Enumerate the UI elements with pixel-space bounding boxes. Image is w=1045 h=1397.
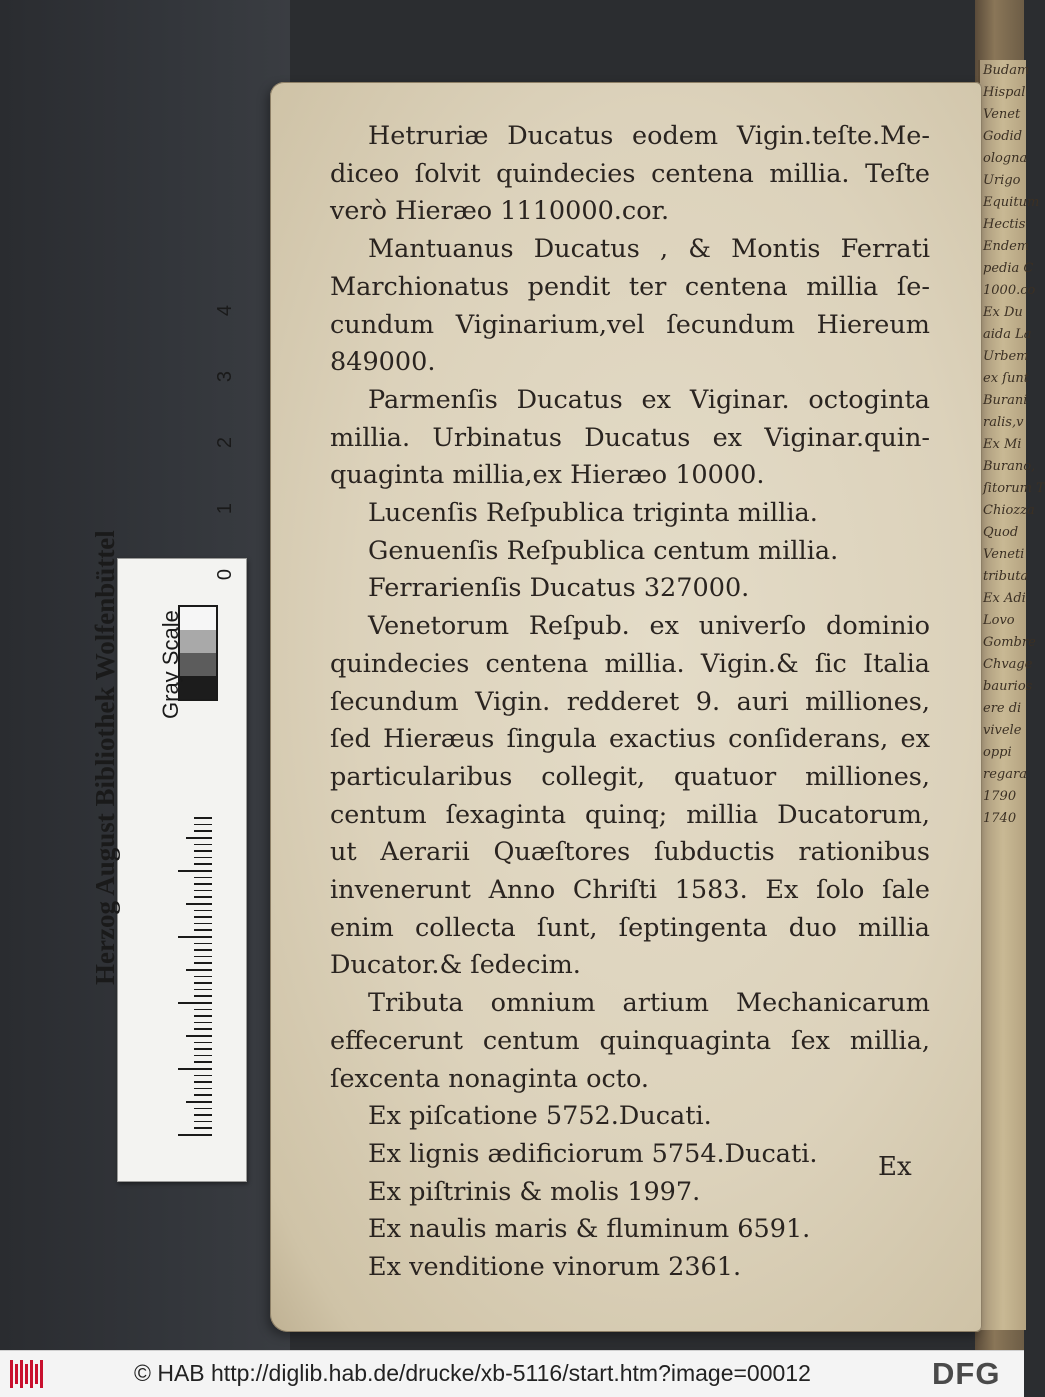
ruler-tick xyxy=(194,1022,212,1024)
text-line: enim collecta ſunt, ſeptingenta duo millia xyxy=(330,912,930,943)
ruler-tick xyxy=(194,962,212,964)
ruler-tick xyxy=(186,903,212,905)
next-page-fragment: 1790 xyxy=(983,789,1017,804)
ruler-ticks xyxy=(176,814,212,1144)
catchword: Ex xyxy=(878,1152,912,1182)
next-page-fragment: ralis,v xyxy=(983,415,1024,430)
text-line: ſed Hieræus ſingula exactius conſiderans, ex xyxy=(330,724,930,755)
ruler-tick xyxy=(194,989,212,991)
ruler-number: 0 xyxy=(214,568,237,581)
ruler-tick xyxy=(186,837,212,839)
text-line: invenerunt Anno Chriſti 1583. Ex ſolo ſale xyxy=(330,875,930,906)
ruler-tick xyxy=(194,830,212,832)
next-page-fragment: ere di xyxy=(983,701,1022,716)
text-line: Ex piſtrinis & molis 1997. xyxy=(368,1176,701,1207)
text-line: Ex piſcatione 5752.Ducati. xyxy=(368,1101,712,1132)
ruler-tick xyxy=(194,1048,212,1050)
footer-credit-link[interactable]: © HAB http://diglib.hab.de/drucke/xb-5116/start.htm?image=00012 xyxy=(134,1360,811,1386)
ruler-number: 1 xyxy=(214,502,237,515)
next-page-fragment: Budam xyxy=(983,63,1030,78)
text-line: ut Aerarii Quæſtores ſubductis rationibus xyxy=(330,837,930,868)
next-page-fragment: Endem xyxy=(983,239,1030,254)
text-line: ſecundum Vigin. redderet 9. auri milliones, xyxy=(330,686,930,717)
next-page-edge xyxy=(978,60,1045,1330)
text-line: Hetruriæ Ducatus eodem Vigin.teſte.Me- xyxy=(368,121,930,151)
text-line: Genuenſis Reſpublica centum millia. xyxy=(368,535,839,566)
next-page-fragment: Gombre xyxy=(983,635,1036,650)
next-page-fragment: Hectis xyxy=(983,217,1026,232)
ruler-tick xyxy=(194,857,212,859)
ruler-tick xyxy=(178,1134,212,1136)
ruler-tick xyxy=(194,883,212,885)
ruler-tick xyxy=(194,1088,212,1090)
next-page-fragment: Quod xyxy=(983,525,1019,540)
next-page-fragment: Urigo xyxy=(983,173,1021,188)
ruler-title: Herzog August Bibliothek Wolfenbüttel xyxy=(90,530,120,985)
text-line: quaginta millia,ex Hieræo 10000. xyxy=(330,460,765,491)
text-line: ſexcenta nonaginta octo. xyxy=(330,1063,650,1094)
ruler-tick xyxy=(178,1068,212,1070)
dfg-logo[interactable]: DFG xyxy=(932,1356,1001,1391)
ruler-tick xyxy=(194,1094,212,1096)
next-page-fragment: 1000.co xyxy=(983,283,1036,298)
ruler-tick xyxy=(194,1114,212,1116)
ruler-tick xyxy=(178,936,212,938)
text-line: Venetorum Reſpub. ex univerſo dominio xyxy=(368,611,930,642)
text-line: Marchionatus pendit ter centena millia ſe- xyxy=(330,271,930,302)
ruler-tick xyxy=(194,1061,212,1063)
text-line: Ex venditione vinorum 2361. xyxy=(368,1252,742,1283)
ruler-tick xyxy=(194,1121,212,1123)
ruler-tick xyxy=(194,995,212,997)
next-page-fragment: Burano, xyxy=(983,459,1036,474)
next-page-fragment: Chvage xyxy=(983,657,1033,672)
text-line: Ducator.& ſedecim. xyxy=(330,950,581,981)
ruler-tick xyxy=(194,1108,212,1110)
next-page-fragment: Equitum xyxy=(983,195,1040,210)
ruler-tick xyxy=(194,863,212,865)
ruler-tick xyxy=(194,850,212,852)
footer-bar xyxy=(0,1350,1024,1397)
ruler-tick xyxy=(194,1015,212,1017)
ruler-tick xyxy=(194,890,212,892)
ruler-tick xyxy=(194,896,212,898)
ruler-tick xyxy=(194,1127,212,1129)
gray-swatch xyxy=(180,630,216,653)
next-page-fragment: tributa xyxy=(983,569,1029,584)
next-page-fragment: oppi xyxy=(983,745,1012,760)
gray-swatch xyxy=(180,607,216,630)
text-line: millia. Urbinatus Ducatus ex Viginar.quin- xyxy=(330,422,930,453)
ruler-tick xyxy=(194,916,212,918)
ruler-tick xyxy=(194,923,212,925)
next-page-fragment: Ex Mi xyxy=(983,437,1022,452)
text-line: Tributa omnium artium Mechanicarum xyxy=(368,988,930,1019)
ruler-tick xyxy=(194,943,212,945)
logo-bar xyxy=(15,1364,18,1384)
next-page-fragment: Burani xyxy=(983,393,1028,408)
text-line: quindecies centena millia. Vigin.& ſic Italia xyxy=(330,648,930,679)
next-page-fragment: Chiozza xyxy=(983,503,1035,518)
ruler-tick xyxy=(194,877,212,879)
ruler-tick xyxy=(186,1035,212,1037)
ruler-tick xyxy=(194,824,212,826)
next-page-fragment: Venet xyxy=(983,107,1021,122)
ruler-tick xyxy=(186,1101,212,1103)
text-line: particularibus collegit, quatuor milliones, xyxy=(330,761,930,792)
ruler-tick xyxy=(178,870,212,872)
ruler-tick xyxy=(178,1002,212,1004)
text-line: 849000. xyxy=(330,347,436,378)
next-page-fragment: Hispal xyxy=(983,85,1026,100)
ruler-number: 4 xyxy=(214,304,237,317)
ruler-number: 2 xyxy=(214,436,237,449)
ruler-tick xyxy=(194,929,212,931)
next-page-fragment: Godid xyxy=(983,129,1023,144)
ruler-tick xyxy=(194,956,212,958)
next-page-fragment: aida La xyxy=(983,327,1032,342)
hab-logo-icon[interactable] xyxy=(10,1360,44,1388)
next-page-fragment: ex ſunt xyxy=(983,371,1029,386)
text-line: diceo ſolvit quindecies centena millia. Teſte xyxy=(330,158,930,189)
next-page-fragment: 1740 xyxy=(983,811,1017,826)
ruler-tick xyxy=(194,1075,212,1077)
ruler-tick xyxy=(194,1042,212,1044)
text-line: Ferrarienſis Ducatus 327000. xyxy=(368,573,750,604)
ruler-tick xyxy=(194,1055,212,1057)
next-page-fragment: regara xyxy=(983,767,1027,782)
ruler-tick xyxy=(194,844,212,846)
next-page-fragment: baurios xyxy=(983,679,1033,694)
text-line: cundum Viginarium,vel ſecundum Hiereum xyxy=(330,309,930,340)
ruler-scale-numbers xyxy=(214,304,244,1181)
logo-bar xyxy=(25,1364,28,1384)
text-line: Mantuanus Ducatus , & Montis Ferrati xyxy=(368,234,930,265)
gray-swatches xyxy=(178,605,218,701)
logo-bar xyxy=(40,1360,43,1388)
logo-bar xyxy=(35,1364,38,1384)
logo-bar xyxy=(30,1360,33,1388)
text-line: centum ſexaginta quinq; millia Ducatorum, xyxy=(330,799,930,830)
gray-swatch xyxy=(180,676,216,699)
next-page-fragment: ologna xyxy=(983,151,1028,166)
ruler-tick xyxy=(194,1009,212,1011)
text-line: Ex lignis ædificiorum 5754.Ducati. xyxy=(368,1138,818,1169)
next-page-fragment: Ex Du xyxy=(983,305,1023,320)
next-page-fragment: ſitorum T xyxy=(983,481,1045,496)
ruler-tick xyxy=(194,1028,212,1030)
ruler-tick xyxy=(194,910,212,912)
text-line: effecerunt centum quinquaginta ſex millia, xyxy=(330,1025,930,1056)
gray-scale-label: Gray Scale xyxy=(158,610,183,719)
text-line: Lucenſis Reſpublica triginta millia. xyxy=(368,498,818,529)
ruler-tick xyxy=(194,949,212,951)
page-text-block xyxy=(330,118,930,1287)
next-page-fragment: pedia C xyxy=(983,261,1034,276)
logo-bar xyxy=(10,1360,13,1388)
next-page-fragment: vivele xyxy=(983,723,1022,738)
ruler-number: 3 xyxy=(214,370,237,383)
next-page-fragment: Veneti xyxy=(983,547,1025,562)
text-line: verò Hieræo 1110000.cor. xyxy=(330,196,670,227)
logo-bar xyxy=(20,1360,23,1388)
text-line: Ex naulis maris & fluminum 6591. xyxy=(368,1214,811,1245)
next-page-fragment: Urbem xyxy=(983,349,1029,364)
next-page-fragment: Lovo xyxy=(983,613,1015,628)
next-page-fragment: Ex Adi xyxy=(983,591,1026,606)
ruler-tick xyxy=(186,969,212,971)
ruler-tick xyxy=(194,1081,212,1083)
text-line: Parmenſis Ducatus ex Viginar. octoginta xyxy=(368,384,930,415)
gray-swatch xyxy=(180,653,216,676)
ruler-tick xyxy=(194,982,212,984)
ruler-tick xyxy=(194,976,212,978)
gray-scale-ruler xyxy=(90,304,247,1182)
ruler-tick xyxy=(194,817,212,819)
